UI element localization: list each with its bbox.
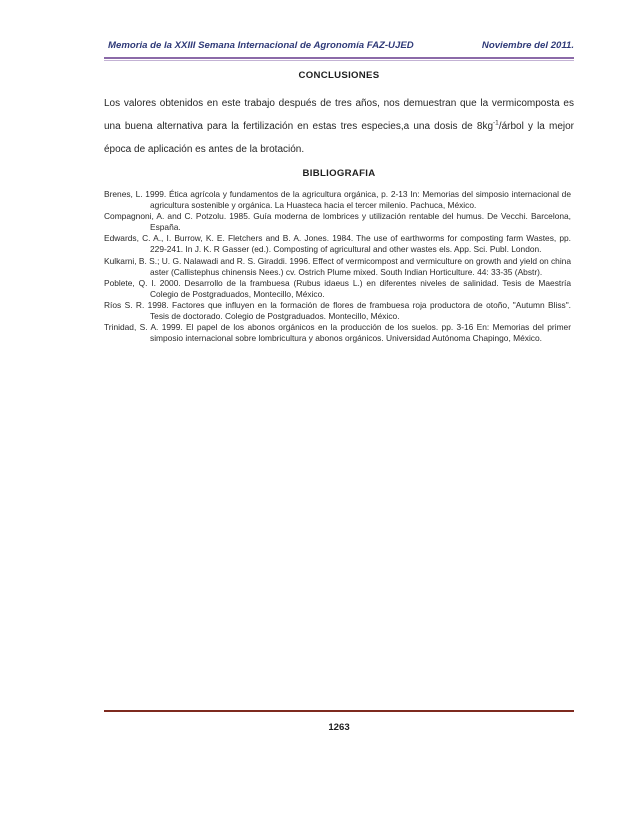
bibliography-entry: Brenes, L. 1999. Ética agrícola y fundamentos de la agricultura orgánica, p. 2-13 In: Memorias del simposio internacional de agricultura sostenible y orgánica. La Huasteca hacia el tercer milenio. Pachuca, México. <box>104 189 571 211</box>
bibliography-entry: Edwards, C. A., I. Burrow, K. E. Fletchers and B. A. Jones. 1984. The use of earthworms for composting farm Wastes, pp. 229-241. In J. K. R Gasser (ed.). Composting of agricultural and other wastes els. App. Sci. Publ. London. <box>104 233 571 255</box>
issue-date: Noviembre del 2011. <box>481 40 574 51</box>
conclusions-text-main: Los valores obtenidos en este trabajo después de tres años, nos demuestran que la vermicomposta es una buena alternativa para la fertilización en estas tres especies,a una dosis de 8kg <box>104 98 574 132</box>
bibliography-entry: Compagnoni, A. and C. Potzolu. 1985. Guía moderna de lombrices y utilización rentable del humus. De Vecchi. Barcelona, España. <box>104 211 571 233</box>
conclusions-heading: CONCLUSIONES <box>298 70 380 81</box>
footer-rule <box>104 710 574 712</box>
bibliography-entry: Trinidad, S. A. 1999. El papel de los abonos orgánicos en la producción de los suelos. pp. 3-16 En: Memorias del primer simposio internacional sobre lombricultura y abonos orgánicos. Universidad Autónoma Chapingo, México. <box>104 322 571 344</box>
unit-superscript: -1 <box>493 119 499 127</box>
page-number: 1263 <box>328 722 350 733</box>
bibliography-entry: Ríos S. R. 1998. Factores que influyen en la formación de flores de frambuesa roja productora de otoño, "Autumn Bliss". Tesis de doctorado. Colegio de Postgraduados. Montecillo, México. <box>104 299 571 322</box>
bibliography-heading: BIBLIOGRAFIA <box>302 168 376 179</box>
conclusions-text-end: /árbol y la mejor época de aplicación es antes de la brotación. <box>104 121 575 155</box>
bibliography-entry: Kulkarni, B. S.; U. G. Nalawadi and R. S. Giraddi. 1996. Effect of vermicompost and vermiculture on growth and yield on china aster (Callistephus chinensis Nees.) cv. Ostrich Plume mixed. South Indian Horticulture. 44: 33-35 (Abstr). <box>104 255 571 277</box>
bibliography-list <box>104 189 571 344</box>
bibliography-entry: Poblete, Q. I. 2000. Desarrollo de la frambuesa (Rubus idaeus L.) en diferentes niveles de salinidad. Tesis de Maestría Colegio de Postgraduados, Montecillo, México. <box>104 277 571 299</box>
header-rule-secondary <box>104 60 574 61</box>
journal-title: Memoria de la XXIII Semana Internacional de Agronomía FAZ-UJED <box>108 40 414 51</box>
conclusions-paragraph <box>104 92 574 161</box>
header-rule <box>104 57 574 59</box>
